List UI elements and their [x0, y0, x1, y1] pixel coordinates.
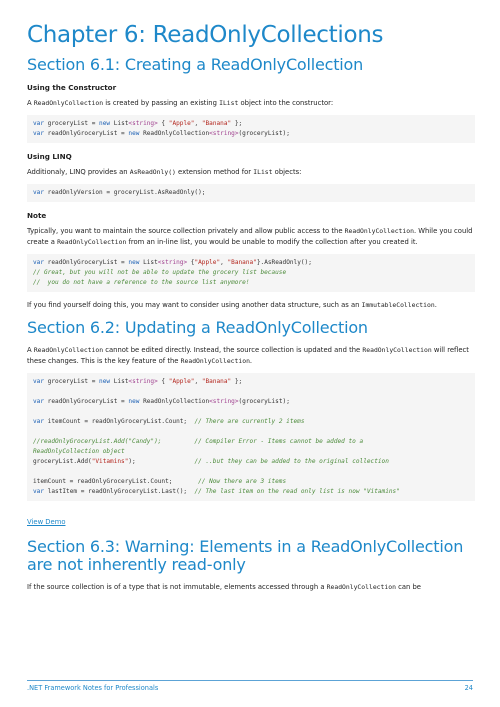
constructor-heading: Using the Constructor: [27, 83, 117, 92]
note-paragraph: Typically, you want to maintain the source collection privately and allow public access to the ReadOnlyCollection. While you could create a ReadOnlyCollection from an in-line list, you would be unable to modify the collection after you created it.: [27, 227, 473, 246]
section-6-1-title: Section 6.1: Creating a ReadOnlyCollection: [27, 55, 364, 74]
immutable-paragraph: If you find yourself doing this, you may want to consider using another data structure, such as an ImmutableCollection.: [27, 301, 437, 309]
chapter-title: Chapter 6: ReadOnlyCollections: [27, 22, 384, 48]
view-demo-link[interactable]: View Demo: [27, 518, 66, 526]
code-block-linq: var readOnlyVersion = groceryList.AsReadOnly();: [27, 184, 475, 202]
code-block-inline-list: var readOnlyGroceryList = new List<string> {"Apple", "Banana"}.AsReadOnly(); // Great, but you will not be able to update the grocery list because // you do not have a reference to the source list anymore!: [27, 254, 475, 292]
linq-paragraph: Additionaly, LINQ provides an AsReadOnly() extension method for IList objects:: [27, 168, 302, 176]
section-6-3-title: Section 6.3: Warning: Elements in a ReadOnlyCollection are not inherently read-only: [27, 537, 464, 574]
page-content: [27, 18, 475, 599]
footer-page-number: 24: [464, 684, 473, 692]
note-heading: Note: [27, 211, 47, 220]
section-6-2-title: Section 6.2: Updating a ReadOnlyCollection: [27, 318, 368, 337]
linq-heading: Using LINQ: [27, 152, 72, 161]
code-block-updating: var groceryList = new List<string> { "Apple", "Banana" }; var readOnlyGroceryList = new ReadOnlyCollection<string>(groceryList); var itemCount = readOnlyGroceryList.Count; // There are currently 2 items //readOnlyGroceryList.Add("Candy"); // Compiler Error - Items cannot be added to a ReadOnlyCollection object groceryList.Add("Vitamins"); // ..but they can be added to the original collection itemCount = readOnlyGroceryList.Count; // Now there are 3 items var lastItem = readOnlyGroceryList.Last(); // The last item on the read only list is now "Vitamins": [27, 373, 475, 501]
warning-paragraph: If the source collection is of a type that is not immutable, elements accessed through a ReadOnlyCollection can be: [27, 583, 421, 591]
code-block-constructor: var groceryList = new List<string> { "Apple", "Banana" }; var readOnlyGroceryList = new ReadOnlyCollection<string>(groceryList);: [27, 115, 475, 143]
footer-book-title: .NET Framework Notes for Professionals: [27, 684, 159, 692]
constructor-paragraph: A ReadOnlyCollection is created by passing an existing IList object into the constructor:: [27, 99, 334, 107]
updating-paragraph: A ReadOnlyCollection cannot be edited directly. Instead, the source collection is updated and the ReadOnlyCollection will reflect these changes. This is the key feature of the ReadOnlyCollection.: [27, 346, 469, 365]
page-footer: [27, 680, 473, 692]
